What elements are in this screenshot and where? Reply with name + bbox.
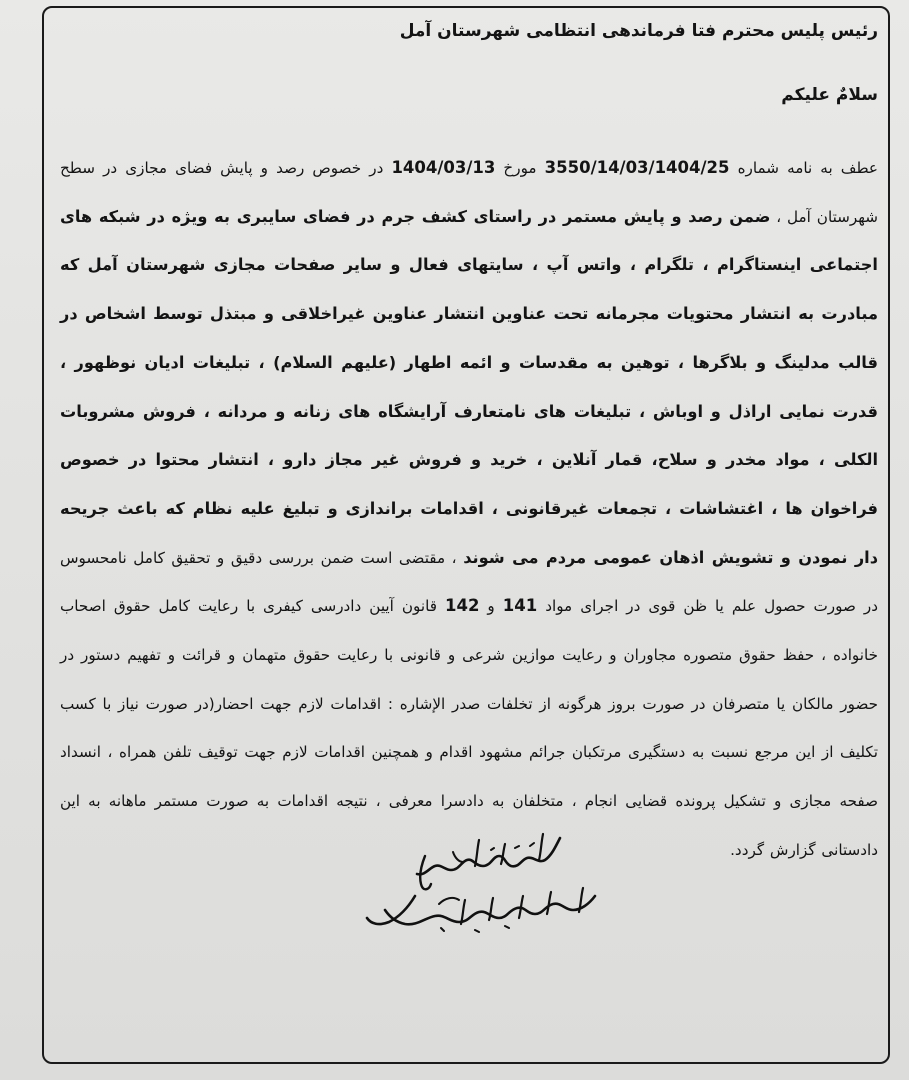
body-main-clause: ضمن رصد و پایش مستمر در راستای کشف جرم در فضای سایبری به ویژه در شبکه های اجتماعی اینستاگرام ، تلگرام ، واتس آپ ، سایتهای فعال و سایر صفحات مجازی شهرستان آمل که مبادرت به انتشار محتویات مجرمانه تحت عناوین انتشار عناوین غیراخلاقی و مبتذل توسط اشخاص در قالب مدلینگ و بلاگرها ، توهین به مقدسات و ائمه اطهار (علیهم السلام) ، تبلیغات ادیان نوظهور ، قدرت نمایی اراذل و اوباش ، تبلیغات های نامتعارف آرایشگاه های زنانه و مردانه ، فروش مشروبات الکلی ، مواد مخدر و سلاح، قمار آنلاین ، خرید و فروش غیر مجاز دارو ، انتشار محتوا در خصوص فراخوان ها ، اغتشاشات ، تجمعات غیرقانونی ، اقدامات براندازی و تبلیغ علیه نظام که باعث جریحه دار نمودن و تشویش اذهان عمومی مردم می شوند — [60, 206, 879, 567]
letter-body — [60, 144, 878, 875]
reference-date: 1404/03/13 — [391, 158, 496, 177]
signature-scribble — [355, 826, 610, 936]
body-date-prefix: مورخ — [495, 159, 545, 177]
reference-number: 3550/14/03/1404/25 — [544, 158, 730, 177]
letter-greeting: سلامٌ علیکم — [781, 85, 878, 105]
article-142: 142 — [444, 596, 480, 616]
body-intro: عطف به نامه شماره — [729, 159, 878, 177]
body-closing: قانون آیین دادرسی کیفری با رعایت کامل حقوق اصحاب خانواده ، حفظ حقوق متصوره مجاوران و رعایت موازین شرعی و قانونی با رعایت حقوق متهمان و قرائت و تفهیم دستور در حضور مالکان یا متصرفان در صورت بروز هرگونه از تخلفات صدر الإشاره : اقدامات لازم جهت احضار(در صورت نیاز با کسب تکلیف از این مرجع نسبت به دستگیری مرتکبان جرائم مشهود اقدام و همچنین اقدامات لازم جهت توقیف تلفن همراه ، انسداد صفحه مجازی و تشکیل پرونده قضایی انجام ، متخلفان به دادسرا معرفی ، نتیجه اقدامات به صورت مستمر ماهانه به این دادستانی گزارش گردد. — [60, 597, 878, 859]
body-instruction: ، مقتضی است ضمن بررسی دقیق و تحقیق کامل نامحسوس در صورت حصول علم یا ظن قوی در اجرای مواد — [60, 548, 878, 616]
body-conjunction: و — [479, 597, 503, 616]
handwritten-signature — [355, 826, 610, 936]
article-141: 141 — [502, 596, 538, 616]
body-subject: در خصوص رصد و پایش فضای مجازی در سطح شهرستان آمل ، — [60, 159, 878, 226]
letter-content — [60, 16, 878, 875]
letter-recipient: رئیس پلیس محترم فتا فرماندهی انتظامی شهرستان آمل — [399, 21, 878, 41]
